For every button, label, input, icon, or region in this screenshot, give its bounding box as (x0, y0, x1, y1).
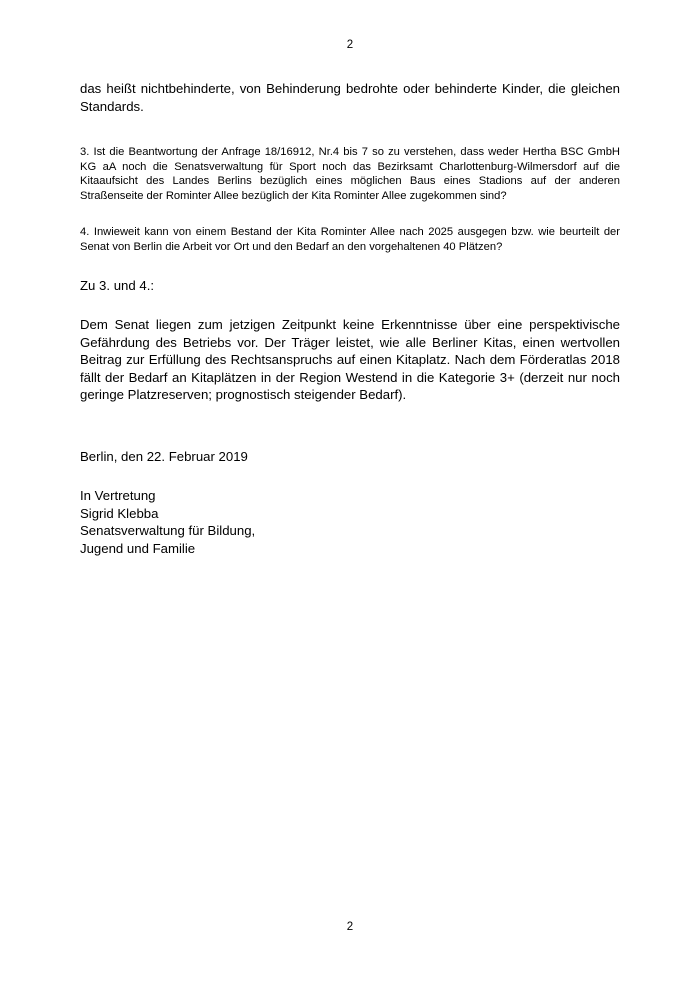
signature-line-4: Jugend und Familie (80, 540, 196, 556)
spacer (80, 255, 620, 277)
signature-line-3: Senatsverwaltung für Bildung, (80, 523, 256, 539)
paragraph-answer-body: Dem Senat liegen zum jetzigen Zeitpunkt keine Erkenntnisse über eine perspektivische Gefährdung des Betriebs vor. Der Träger leistet, wie alle Berliner Kitas, einen wertvollen Beitrag zur Erfüllung des Rechtsanspruchs auf einen Kitaplatz. Nach dem Förderatlas 2018 fällt der Bedarf an Kitaplätzen in der Region Westend in die Kategorie 3+ (derzeit nur noch geringe Platzreserven; prognostisch steigender Bedarf). (80, 317, 620, 403)
spacer (80, 294, 620, 316)
signature-line-1: In Vertretung (80, 488, 156, 504)
answer-heading: Zu 3. und 4.: (80, 277, 155, 293)
spacer (80, 465, 620, 487)
spacer (80, 115, 620, 145)
spacer (80, 203, 620, 225)
signature-line-2: Sigrid Klebba (80, 505, 159, 521)
paragraph-intro: das heißt nichtbehinderte, von Behinderung bedrohte oder behinderte Kinder, die gleichen Standards. (80, 81, 620, 114)
spacer (80, 404, 620, 448)
page-number-footer: 2 (346, 921, 354, 933)
paragraph-question-4: 4. Inwieweit kann von einem Bestand der Kita Rominter Allee nach 2025 ausgegen bzw. wie beurteilt der Senat von Berlin die Arbeit vor Ort und den Bedarf an den vorgehaltenen 40 Plätzen? (80, 226, 620, 253)
page-number-header: 2 (346, 39, 354, 51)
place-and-date: Berlin, den 22. Februar 2019 (80, 448, 248, 464)
signature-block (80, 487, 620, 557)
paragraph-question-3: 3. Ist die Beantwortung der Anfrage 18/16912, Nr.4 bis 7 so zu verstehen, dass weder Hertha BSC GmbH KG aA noch die Senatsverwaltung für Sport noch das Bezirksamt Charlottenburg-Wilmersdorf auf die Kitaaufsicht des Landes Berlins bezüglich eines möglichen Baus eines Stadions auf der anderen Straßenseite der Rominter Allee bezüglich der Kita Rominter Allee zugekommen sind? (80, 146, 620, 202)
document-body (80, 80, 620, 557)
